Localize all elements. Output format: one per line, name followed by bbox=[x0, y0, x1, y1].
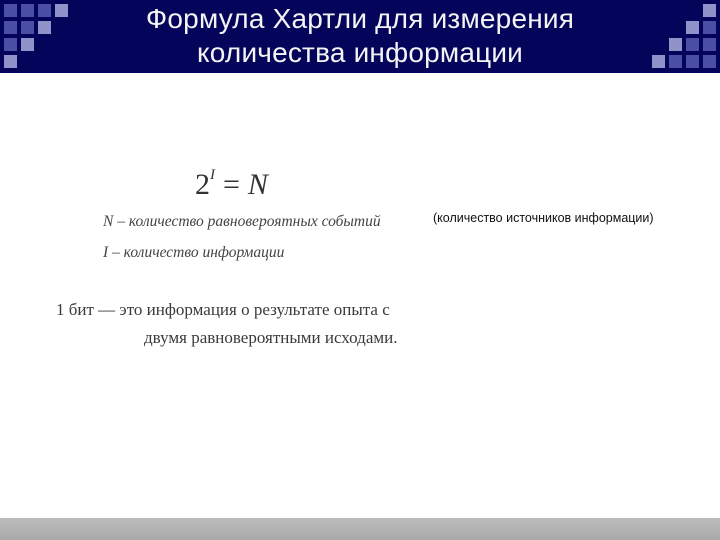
bit-definition-line1: 1 бит — это информация о результате опыта с bbox=[56, 300, 390, 319]
slide-header bbox=[0, 0, 720, 73]
bit-definition bbox=[56, 296, 397, 352]
annotation-sources: (количество источников информации) bbox=[433, 211, 654, 225]
definition-n: N – количество равновероятных событий bbox=[103, 213, 381, 230]
definition-i: I – количество информации bbox=[103, 244, 285, 261]
header-decoration-right bbox=[640, 0, 720, 73]
formula-equals: = bbox=[223, 168, 240, 201]
slide-footer-bar bbox=[0, 518, 720, 540]
formula-exponent: I bbox=[210, 167, 215, 183]
formula-base: 2 bbox=[195, 168, 210, 201]
header-decoration-left bbox=[0, 0, 80, 73]
hartley-formula bbox=[195, 168, 268, 202]
slide-content bbox=[0, 73, 720, 518]
slide-title: Формула Хартли для измерения количества информации bbox=[145, 3, 575, 68]
bit-definition-line2: двумя равновероятными исходами. bbox=[144, 328, 398, 347]
formula-result: N bbox=[247, 168, 268, 201]
